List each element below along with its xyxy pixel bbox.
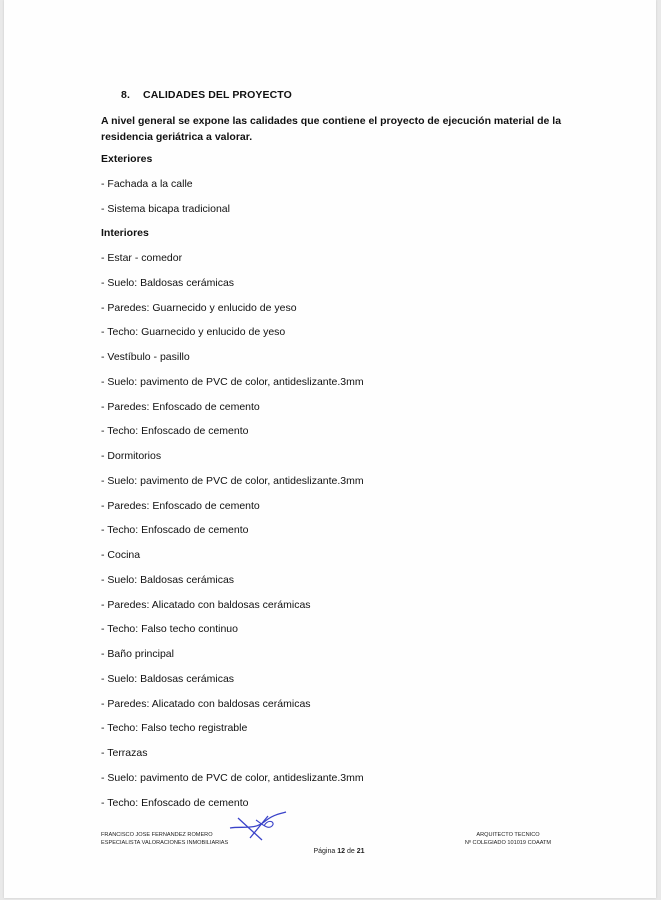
list-item: - Techo: Enfoscado de cemento	[101, 524, 249, 537]
section-number: 8.	[121, 89, 130, 101]
list-item: - Paredes: Enfoscado de cemento	[101, 400, 260, 413]
page-number	[294, 848, 384, 855]
footer-registration: Nº COLEGIADO 101019 COAATM	[464, 840, 552, 846]
section-heading	[121, 89, 292, 101]
document-page	[4, 0, 656, 898]
page-label: Página	[313, 848, 336, 855]
footer-profession: ARQUITECTO TECNICO	[476, 832, 540, 838]
page-current: 12	[337, 848, 346, 855]
subsection-heading: Interiores	[101, 227, 149, 240]
list-item: - Estar - comedor	[101, 252, 183, 264]
list-item: - Suelo: pavimento de PVC de color, antideslizante.3mm	[101, 771, 364, 784]
list-item: - Techo: Enfoscado de cemento	[101, 796, 249, 809]
footer-author-name: FRANCISCO JOSE FERNANDEZ ROMERO	[101, 832, 213, 838]
list-item: - Paredes: Alicatado con baldosas cerámicas	[101, 598, 311, 611]
list-item: - Suelo: pavimento de PVC de color, antideslizante.3mm	[101, 375, 364, 388]
list-item: - Techo: Falso techo continuo	[101, 623, 238, 636]
subsection-heading: Exteriores	[101, 153, 153, 165]
list-item: - Suelo: Baldosas cerámicas	[101, 573, 235, 586]
list-item: - Suelo: Baldosas cerámicas	[101, 672, 235, 685]
footer-credentials	[438, 831, 578, 847]
list-item: - Suelo: Baldosas cerámicas	[101, 276, 235, 289]
section-title: CALIDADES DEL PROYECTO	[143, 89, 292, 101]
list-item: - Paredes: Alicatado con baldosas cerámicas	[101, 697, 311, 710]
list-item: - Paredes: Guarnecido y enlucido de yeso	[101, 301, 297, 314]
intro-paragraph: A nivel general se expone las calidades que contiene el proyecto de ejecución material de la residencia geriátrica a valorar.	[101, 115, 562, 143]
list-item: - Dormitorios	[101, 450, 162, 462]
list-item: - Fachada a la calle	[101, 177, 193, 190]
list-item: - Techo: Falso techo registrable	[101, 722, 248, 735]
list-item: - Techo: Enfoscado de cemento	[101, 425, 249, 438]
footer-author	[101, 831, 228, 847]
list-item: - Baño principal	[101, 648, 174, 660]
list-item: - Techo: Guarnecido y enlucido de yeso	[101, 326, 286, 339]
page-of: de	[346, 848, 355, 855]
list-item: - Sistema bicapa tradicional	[101, 202, 230, 215]
list-item: - Terrazas	[101, 747, 148, 759]
list-item: - Paredes: Enfoscado de cemento	[101, 499, 260, 512]
list-item: - Suelo: pavimento de PVC de color, antideslizante.3mm	[101, 474, 364, 487]
list-item: - Vestíbulo - pasillo	[101, 351, 190, 363]
list-item: - Cocina	[101, 549, 141, 561]
footer-author-title: ESPECIALISTA VALORACIONES INMOBILIARIAS	[101, 840, 229, 846]
page-total: 21	[356, 848, 365, 855]
signature-image	[228, 808, 290, 844]
